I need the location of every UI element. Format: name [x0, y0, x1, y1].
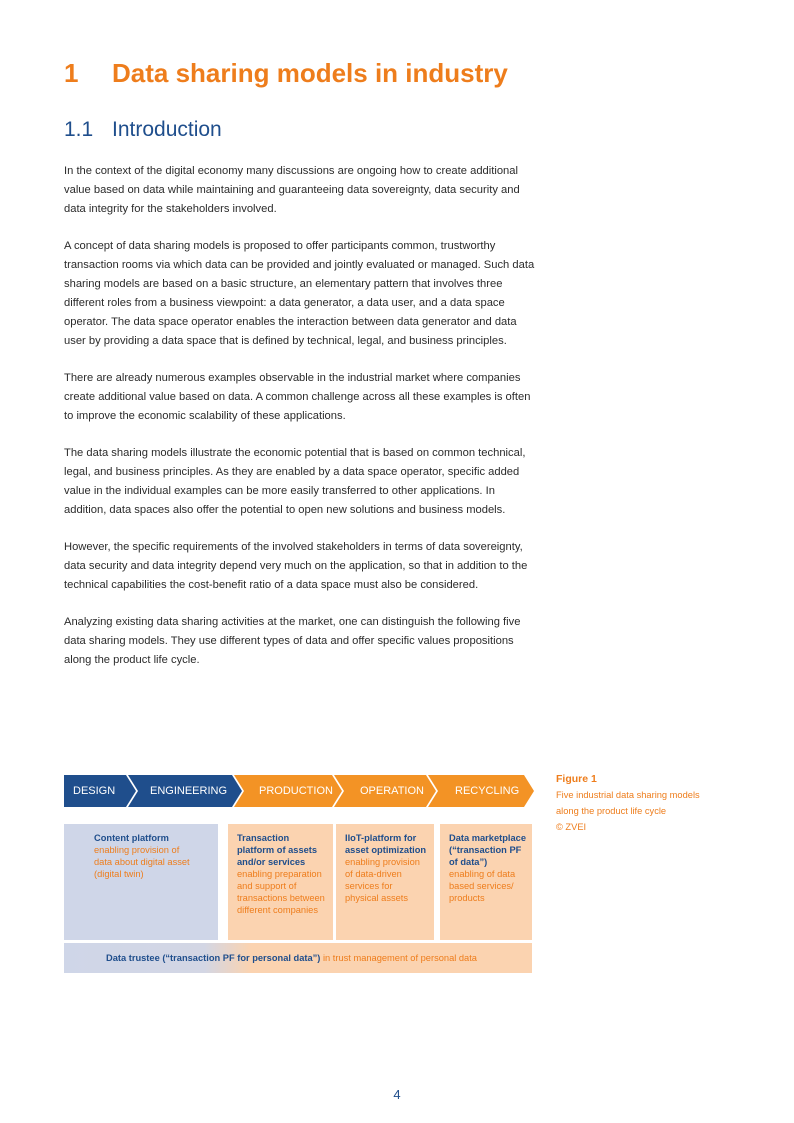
paragraph: The data sharing models illustrate the economic potential that is based on common technical, legal, and business principles. As they are enabled by a data space operator, specific added value in the individual examples can be more easily transferred to other applications. In addition, data spaces also offer the potential to open new solutions and business models.	[64, 447, 526, 516]
model-title: Content platform	[94, 833, 169, 843]
data-trustee-text	[106, 953, 477, 963]
chapter-number: 1	[64, 58, 79, 88]
caption-source: © ZVEI	[556, 822, 587, 832]
paragraph: Analyzing existing data sharing activities at the market, one can distinguish the following five data sharing models. They use different types of data and offer specific values propositions along the product life cycle.	[64, 616, 521, 666]
page-number: 4	[393, 1087, 401, 1102]
stage-label-operation: OPERATION	[360, 785, 424, 797]
model-title: Data marketplace (“transaction PF of data”)	[449, 833, 526, 867]
model-description: enabling provision of data about digital asset (digital twin)	[94, 845, 190, 879]
stage-label-production: PRODUCTION	[259, 785, 333, 797]
paragraph: However, the specific requirements of the involved stakeholders in terms of data sovereignty, data security and data integrity depend very much on the application, so that in addition to the technical capabilities the cost-benefit ratio of a data space must also be considered.	[64, 541, 528, 591]
trustee-description: in trust management of personal data	[320, 953, 477, 963]
model-box-data-marketplace	[440, 824, 532, 940]
model-description: enabling of data based services/ products	[449, 869, 516, 903]
model-description: enabling provision of data-driven services for physical assets	[345, 857, 420, 903]
section-heading	[64, 118, 222, 142]
model-box-transaction-platform	[228, 824, 333, 940]
stage-label-recycling: RECYCLING	[455, 785, 520, 797]
intro-body	[64, 162, 539, 688]
paragraph: A concept of data sharing models is proposed to offer participants common, trustworthy transaction rooms via which data can be provided and jointly evaluated or managed. Such data sharing models are based on a basic structure, an elementary pattern that involves three different roles from a business viewpoint: a data generator, a data user, and a data space operator. The data space operator enables the interaction between data generator and data user by providing a data space that is defined by technical, legal, and business principles.	[64, 240, 535, 347]
caption-line: Five industrial data sharing models	[556, 790, 700, 800]
trustee-title: Data trustee (“transaction PF for personal data”)	[106, 953, 321, 963]
section-title: Introduction	[112, 118, 222, 141]
model-description: enabling preparation and support of transactions between different companies	[237, 869, 325, 915]
model-box-iiot-platform	[336, 824, 434, 940]
model-title: Transaction platform of assets and/or services	[237, 833, 318, 867]
paragraph: In the context of the digital economy many discussions are ongoing how to create additional value based on data while maintaining and guaranteeing data sovereignty, data security and data integrity for the stakeholders involved.	[64, 165, 520, 215]
stage-label-design: DESIGN	[73, 785, 116, 797]
figure-label: Figure 1	[556, 773, 597, 785]
caption-line: along the product life cycle	[556, 806, 667, 816]
section-number: 1.1	[64, 118, 94, 141]
model-title: IIoT-platform for asset optimization	[345, 833, 427, 855]
figure-caption	[556, 771, 756, 835]
chapter-heading	[64, 58, 508, 89]
paragraph: There are already numerous examples observable in the industrial market where companies create additional value based on data. A common challenge across all these examples is often to improve the economic scalability of these applications.	[64, 372, 531, 422]
stage-label-engineering: ENGINEERING	[150, 785, 228, 797]
model-box-content-platform	[64, 824, 218, 940]
chapter-title: Data sharing models in industry	[112, 58, 508, 88]
